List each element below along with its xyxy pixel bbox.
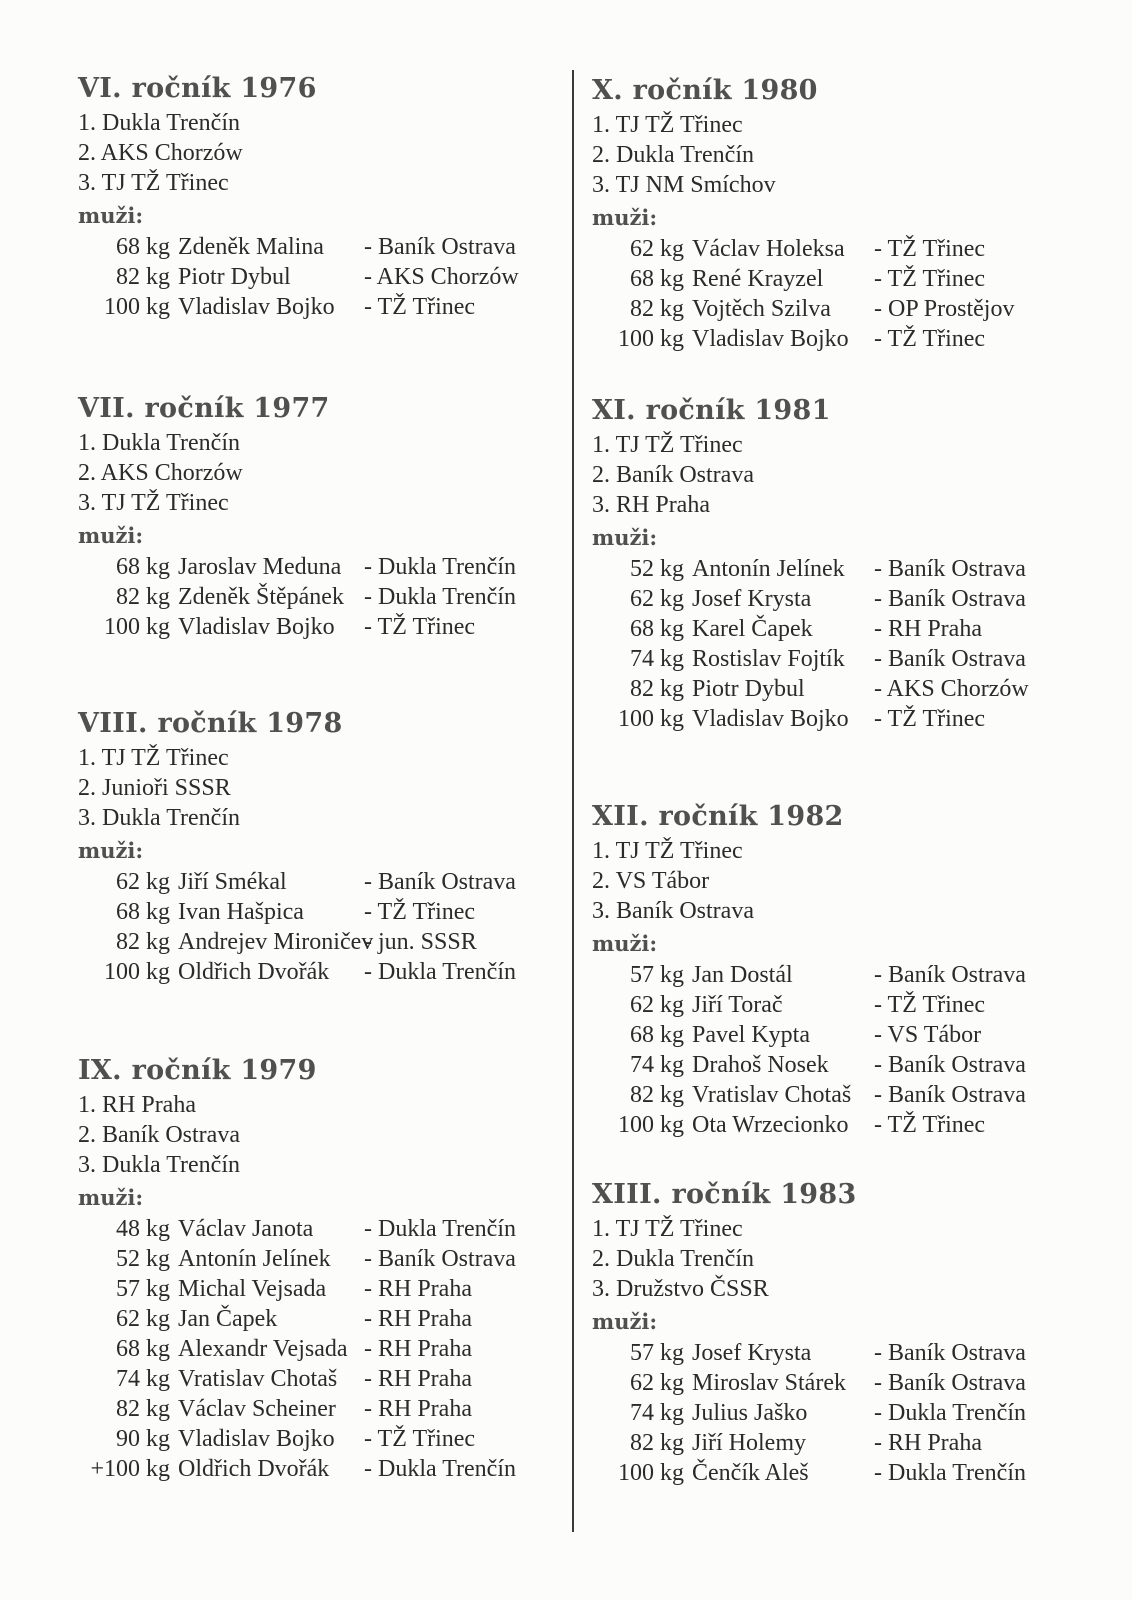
athlete-name: Alexandr Vejsada	[178, 1336, 348, 1362]
club-name: - TŽ Třinec	[364, 294, 476, 320]
section-block	[78, 705, 578, 987]
weight-class: 100 kg	[104, 959, 170, 985]
result-row	[78, 867, 578, 897]
club-name: - TŽ Třinec	[874, 1112, 986, 1138]
club-name: - TŽ Třinec	[874, 992, 986, 1018]
athlete-name: Vratislav Chotaš	[178, 1366, 338, 1392]
men-label: muži:	[78, 523, 144, 548]
section-title: VIII. ročník 1978	[78, 708, 343, 739]
team-placement: 1. TJ TŽ Třinec	[78, 745, 229, 771]
result-row	[592, 1050, 1092, 1080]
result-row	[592, 990, 1092, 1020]
club-name: - RH Praha	[364, 1276, 472, 1302]
section-title: IX. ročník 1979	[78, 1055, 317, 1086]
men-label: muži:	[592, 525, 658, 550]
athlete-name: Karel Čapek	[692, 616, 813, 642]
club-name: - TŽ Třinec	[874, 326, 986, 352]
result-row	[78, 262, 578, 292]
weight-class: 68 kg	[630, 266, 684, 292]
club-name: - TŽ Třinec	[874, 236, 986, 262]
athlete-name: Antonín Jelínek	[178, 1246, 331, 1272]
club-name: - Baník Ostrava	[874, 1052, 1026, 1078]
weight-class: 100 kg	[104, 294, 170, 320]
club-name: - RH Praha	[364, 1336, 472, 1362]
weight-class: 57 kg	[630, 1340, 684, 1366]
weight-class: 82 kg	[116, 929, 170, 955]
result-row	[592, 294, 1092, 324]
team-placement: 3. Dukla Trenčín	[78, 805, 240, 831]
section-title: XII. ročník 1982	[592, 801, 844, 832]
result-row	[78, 612, 578, 642]
club-name: - RH Praha	[874, 616, 982, 642]
team-placement: 2. Dukla Trenčín	[592, 142, 754, 168]
club-name: - Baník Ostrava	[874, 962, 1026, 988]
weight-class: 100 kg	[618, 706, 684, 732]
result-row	[78, 1454, 578, 1484]
athlete-name: Václav Scheiner	[178, 1396, 336, 1422]
weight-class: 57 kg	[116, 1276, 170, 1302]
result-row	[592, 614, 1092, 644]
result-row	[592, 1080, 1092, 1110]
club-name: - Baník Ostrava	[874, 1340, 1026, 1366]
result-row	[78, 1274, 578, 1304]
result-row	[78, 1304, 578, 1334]
club-name: - Dukla Trenčín	[364, 959, 516, 985]
section-title: XIII. ročník 1983	[592, 1179, 857, 1210]
club-name: - Baník Ostrava	[874, 556, 1026, 582]
athlete-name: Jiří Smékal	[178, 869, 287, 895]
team-placement: 3. Dukla Trenčín	[78, 1152, 240, 1178]
club-name: - Baník Ostrava	[364, 234, 516, 260]
weight-class: +100 kg	[90, 1456, 170, 1482]
club-name: - Dukla Trenčín	[364, 584, 516, 610]
athlete-name: Jan Čapek	[178, 1306, 278, 1332]
athlete-name: Vladislav Bojko	[178, 294, 335, 320]
result-row	[592, 644, 1092, 674]
result-row	[592, 1020, 1092, 1050]
team-placement: 3. TJ TŽ Třinec	[78, 170, 229, 196]
club-name: - TŽ Třinec	[874, 706, 986, 732]
section-block	[592, 72, 1092, 354]
athlete-name: Oldřich Dvořák	[178, 959, 330, 985]
athlete-name: Vladislav Bojko	[692, 326, 849, 352]
club-name: - RH Praha	[364, 1396, 472, 1422]
club-name: - Dukla Trenčín	[364, 1216, 516, 1242]
club-name: - Baník Ostrava	[874, 1082, 1026, 1108]
section-title: X. ročník 1980	[592, 75, 818, 106]
weight-class: 68 kg	[630, 1022, 684, 1048]
club-name: - TŽ Třinec	[874, 266, 986, 292]
team-placement: 2. AKS Chorzów	[78, 460, 243, 486]
result-row	[592, 1368, 1092, 1398]
club-name: - OP Prostějov	[874, 296, 1015, 322]
athlete-name: René Krayzel	[692, 266, 824, 292]
result-row	[78, 292, 578, 322]
team-placement: 3. TJ TŽ Třinec	[78, 490, 229, 516]
athlete-name: Oldřich Dvořák	[178, 1456, 330, 1482]
section-block	[78, 390, 578, 642]
section-block	[592, 798, 1092, 1140]
athlete-name: Vladislav Bojko	[178, 614, 335, 640]
weight-class: 57 kg	[630, 962, 684, 988]
athlete-name: Jiří Holemy	[692, 1430, 806, 1456]
club-name: - VS Tábor	[874, 1022, 982, 1048]
team-placement: 2. Dukla Trenčín	[592, 1246, 754, 1272]
section-block	[78, 1052, 578, 1484]
weight-class: 82 kg	[116, 584, 170, 610]
team-placement: 2. Baník Ostrava	[78, 1122, 240, 1148]
weight-class: 90 kg	[116, 1426, 170, 1452]
club-name: - AKS Chorzów	[874, 676, 1029, 702]
men-label: muži:	[78, 1185, 144, 1210]
athlete-name: Michal Vejsada	[178, 1276, 327, 1302]
athlete-name: Zdeněk Malina	[178, 234, 324, 260]
result-row	[592, 1338, 1092, 1368]
weight-class: 68 kg	[630, 616, 684, 642]
club-name: - Baník Ostrava	[874, 586, 1026, 612]
result-row	[592, 554, 1092, 584]
team-placement: 3. TJ NM Smíchov	[592, 172, 776, 198]
athlete-name: Jaroslav Meduna	[178, 554, 342, 580]
athlete-name: Pavel Kypta	[692, 1022, 810, 1048]
result-row	[78, 957, 578, 987]
club-name: - Baník Ostrava	[874, 1370, 1026, 1396]
men-label: muži:	[592, 1309, 658, 1334]
men-label: muži:	[592, 931, 658, 956]
weight-class: 82 kg	[116, 1396, 170, 1422]
result-row	[592, 584, 1092, 614]
athlete-name: Vojtěch Szilva	[692, 296, 831, 322]
weight-class: 100 kg	[104, 614, 170, 640]
weight-class: 82 kg	[630, 1082, 684, 1108]
weight-class: 62 kg	[630, 586, 684, 612]
athlete-name: Čenčík Aleš	[692, 1460, 809, 1486]
result-row	[78, 897, 578, 927]
result-row	[592, 1458, 1092, 1488]
athlete-name: Josef Krysta	[692, 1340, 812, 1366]
result-row	[78, 232, 578, 262]
weight-class: 82 kg	[630, 1430, 684, 1456]
athlete-name: Zdeněk Štěpánek	[178, 584, 344, 610]
club-name: - TŽ Třinec	[364, 614, 476, 640]
athlete-name: Antonín Jelínek	[692, 556, 845, 582]
athlete-name: Václav Holeksa	[692, 236, 845, 262]
result-row	[592, 960, 1092, 990]
athlete-name: Ota Wrzecionko	[692, 1112, 849, 1138]
weight-class: 52 kg	[630, 556, 684, 582]
club-name: - TŽ Třinec	[364, 899, 476, 925]
club-name: - RH Praha	[364, 1366, 472, 1392]
athlete-name: Julius Jaško	[692, 1400, 808, 1426]
section-title: VI. ročník 1976	[78, 73, 317, 104]
club-name: - RH Praha	[364, 1306, 472, 1332]
club-name: - Dukla Trenčín	[364, 554, 516, 580]
club-name: - Baník Ostrava	[364, 1246, 516, 1272]
result-row	[592, 674, 1092, 704]
athlete-name: Vladislav Bojko	[178, 1426, 335, 1452]
section-block	[592, 1176, 1092, 1488]
athlete-name: Piotr Dybul	[692, 676, 805, 702]
weight-class: 68 kg	[116, 234, 170, 260]
section-title: VII. ročník 1977	[78, 393, 330, 424]
team-placement: 1. TJ TŽ Třinec	[592, 112, 743, 138]
team-placement: 1. Dukla Trenčín	[78, 110, 240, 136]
weight-class: 52 kg	[116, 1246, 170, 1272]
athlete-name: Piotr Dybul	[178, 264, 291, 290]
team-placement: 1. RH Praha	[78, 1092, 196, 1118]
result-row	[592, 234, 1092, 264]
athlete-name: Vratislav Chotaš	[692, 1082, 852, 1108]
athlete-name: Andrejev Mironičev	[178, 929, 374, 955]
weight-class: 62 kg	[630, 992, 684, 1018]
athlete-name: Václav Janota	[178, 1216, 314, 1242]
team-placement: 2. Junioři SSSR	[78, 775, 231, 801]
club-name: - Dukla Trenčín	[364, 1456, 516, 1482]
club-name: - AKS Chorzów	[364, 264, 519, 290]
team-placement: 2. Baník Ostrava	[592, 462, 754, 488]
men-label: muži:	[78, 203, 144, 228]
weight-class: 68 kg	[116, 554, 170, 580]
section-block	[78, 70, 578, 322]
club-name: - RH Praha	[874, 1430, 982, 1456]
result-row	[78, 1334, 578, 1364]
weight-class: 100 kg	[618, 1112, 684, 1138]
weight-class: 74 kg	[630, 1052, 684, 1078]
weight-class: 62 kg	[116, 1306, 170, 1332]
weight-class: 74 kg	[116, 1366, 170, 1392]
team-placement: 2. AKS Chorzów	[78, 140, 243, 166]
team-placement: 1. Dukla Trenčín	[78, 430, 240, 456]
weight-class: 68 kg	[116, 899, 170, 925]
men-label: muži:	[78, 838, 144, 863]
club-name: - Baník Ostrava	[874, 646, 1026, 672]
result-row	[78, 927, 578, 957]
result-row	[78, 1364, 578, 1394]
club-name: - jun. SSSR	[364, 929, 477, 955]
team-placement: 1. TJ TŽ Třinec	[592, 1216, 743, 1242]
weight-class: 62 kg	[630, 1370, 684, 1396]
club-name: - Baník Ostrava	[364, 869, 516, 895]
result-row	[78, 582, 578, 612]
weight-class: 82 kg	[630, 296, 684, 322]
athlete-name: Vladislav Bojko	[692, 706, 849, 732]
weight-class: 68 kg	[116, 1336, 170, 1362]
athlete-name: Rostislav Fojtík	[692, 646, 845, 672]
athlete-name: Josef Krysta	[692, 586, 812, 612]
team-placement: 3. Baník Ostrava	[592, 898, 754, 924]
team-placement: 3. RH Praha	[592, 492, 710, 518]
result-row	[592, 704, 1092, 734]
weight-class: 82 kg	[116, 264, 170, 290]
weight-class: 48 kg	[116, 1216, 170, 1242]
result-row	[78, 1244, 578, 1274]
result-row	[592, 1428, 1092, 1458]
club-name: - Dukla Trenčín	[874, 1460, 1026, 1486]
weight-class: 74 kg	[630, 646, 684, 672]
result-row	[78, 1394, 578, 1424]
result-row	[592, 264, 1092, 294]
weight-class: 100 kg	[618, 1460, 684, 1486]
team-placement: 1. TJ TŽ Třinec	[592, 838, 743, 864]
club-name: - Dukla Trenčín	[874, 1400, 1026, 1426]
weight-class: 62 kg	[116, 869, 170, 895]
athlete-name: Jan Dostál	[692, 962, 793, 988]
result-row	[78, 552, 578, 582]
section-title: XI. ročník 1981	[592, 395, 831, 426]
weight-class: 74 kg	[630, 1400, 684, 1426]
men-label: muži:	[592, 205, 658, 230]
weight-class: 100 kg	[618, 326, 684, 352]
team-placement: 3. Družstvo ČSSR	[592, 1276, 769, 1302]
athlete-name: Ivan Hašpica	[178, 899, 304, 925]
team-placement: 1. TJ TŽ Třinec	[592, 432, 743, 458]
result-row	[78, 1424, 578, 1454]
result-row	[78, 1214, 578, 1244]
athlete-name: Drahoš Nosek	[692, 1052, 829, 1078]
section-block	[592, 392, 1092, 734]
result-row	[592, 1110, 1092, 1140]
weight-class: 82 kg	[630, 676, 684, 702]
result-row	[592, 1398, 1092, 1428]
result-row	[592, 324, 1092, 354]
athlete-name: Jiří Torač	[692, 992, 783, 1018]
team-placement: 2. VS Tábor	[592, 868, 710, 894]
weight-class: 62 kg	[630, 236, 684, 262]
athlete-name: Miroslav Stárek	[692, 1370, 846, 1396]
club-name: - TŽ Třinec	[364, 1426, 476, 1452]
